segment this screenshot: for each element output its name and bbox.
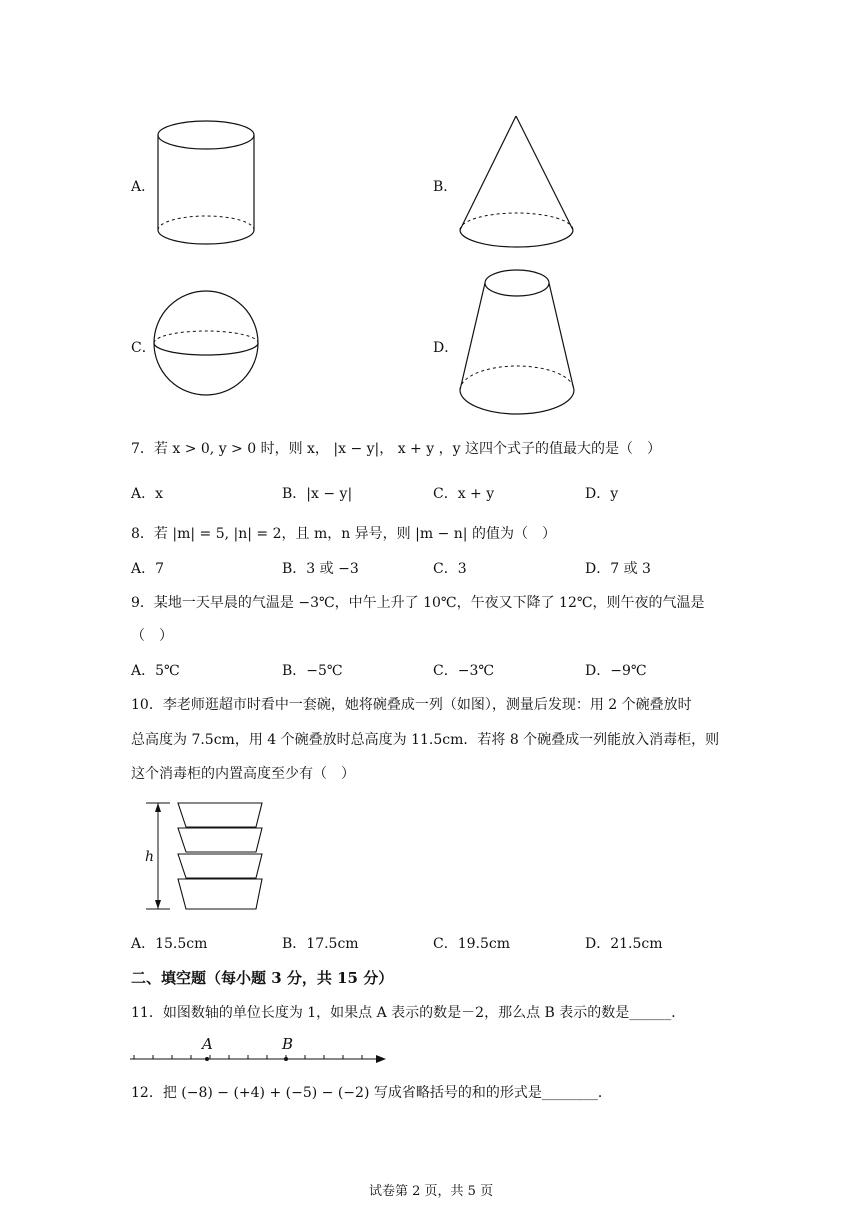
option-d-label: D． [433,340,459,356]
q8-option-b: B．3 或 −3 [282,561,359,577]
q7-option-a: A．x [131,486,164,502]
question-9-stem-line1: 9．某地一天早晨的气温是 −3℃，中午上升了 10℃，午夜又下降了 12℃，则午夜的气温是 [131,595,705,611]
question-9-stem-line2: （ ） [131,628,173,644]
q10-option-a: A．15.5cm [131,936,208,952]
number-line-figure [128,1030,390,1070]
cylinder-figure [150,118,265,253]
point-b-label: B [282,1035,294,1053]
q8-option-c: C．3 [433,561,467,577]
question-10-stem-line2: 总高度为 7.5cm，用 4 个碗叠放时总高度为 11.5cm．若将 8 个碗叠成一列能放入消毒柜，则 [131,732,720,748]
sphere-figure [150,290,265,400]
cone-figure [455,112,580,257]
height-label: h [145,849,155,865]
option-b-label: B． [433,179,458,195]
question-11-stem: 11．如图数轴的单位长度为 1，如果点 A 表示的数是－2，那么点 B 表示的数是______． [131,1005,686,1021]
q8-option-d: D．7 或 3 [585,561,651,577]
q10-option-c: C．19.5cm [433,936,510,952]
q7-option-c: C．x + y [433,486,495,502]
option-c-label: C． [131,340,156,356]
q9-option-c: C．−3℃ [433,663,495,679]
q9-option-d: D．−9℃ [585,663,647,679]
stacked-bowls-figure [140,798,275,916]
section-2-title: 二、填空题（每小题 3 分，共 15 分） [131,969,394,987]
option-a-label: A． [131,179,156,195]
q9-option-b: B．−5℃ [282,663,343,679]
q9-option-a: A．5℃ [131,663,180,679]
point-a-label: A [202,1035,213,1053]
question-10-stem-line1: 10．李老师逛超市时看中一套碗，她将碗叠成一列（如图），测量后发现：用 2 个碗叠放时 [131,697,692,713]
q7-option-b: B．|x − y| [282,486,353,502]
question-7-stem: 7．若 x > 0, y > 0 时，则 x， |x − y|， x + y ，y 这四个式子的值最大的是（ ） [131,441,661,457]
frustum-figure [455,265,580,420]
question-8-stem: 8．若 |m| = 5, |n| = 2，且 m，n 异号，则 |m − n| 的值为（ ） [131,526,556,542]
q8-option-a: A．7 [131,561,165,577]
q7-option-d: D．y [585,486,619,502]
q10-option-d: D．21.5cm [585,936,663,952]
question-10-stem-line3: 这个消毒柜的内置高度至少有（ ） [131,766,355,782]
question-12-stem: 12．把 (−8) − (+4) + (−5) − (−2) 写成省略括号的和的形式是________． [131,1085,612,1101]
page-footer: 试卷第 2 页，共 5 页 [369,1184,494,1199]
q10-option-b: B．17.5cm [282,936,359,952]
